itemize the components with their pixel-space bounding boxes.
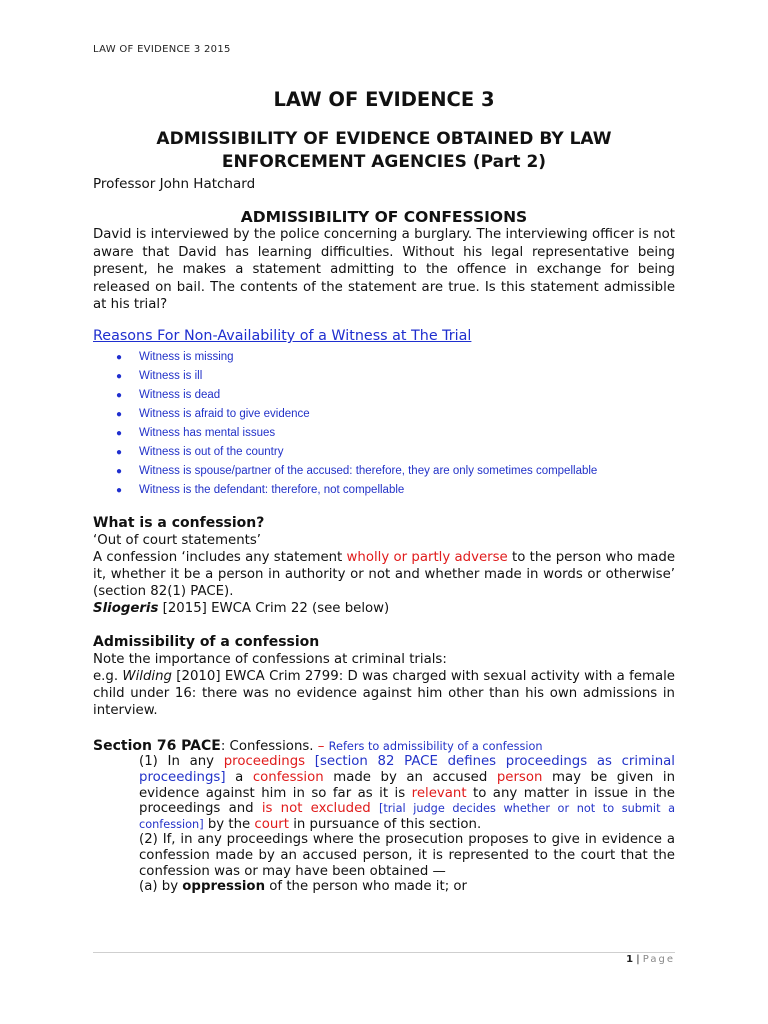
- list-item: [116, 405, 597, 424]
- section76-subsection-2a: [139, 879, 675, 895]
- list-item: [116, 462, 597, 481]
- s1-proceedings: proceedings: [223, 754, 306, 769]
- eg-prefix: e.g.: [93, 669, 123, 684]
- subtitle-line-1: ADMISSIBILITY OF EVIDENCE OBTAINED BY LAW: [156, 129, 612, 149]
- what-is-heading: What is a confession?: [93, 515, 265, 531]
- confession-definition: [93, 549, 675, 600]
- section76-heading-line: [93, 738, 675, 755]
- list-item: [116, 367, 597, 386]
- out-of-court-line: ‘Out of court statements’: [93, 533, 261, 548]
- list-item: [116, 348, 597, 367]
- case-name: Sliogeris: [93, 601, 159, 616]
- s1-text: (1) In any: [139, 754, 224, 769]
- s1-relevant: relevant: [411, 785, 467, 801]
- admissibility-heading: Admissibility of a confession: [93, 634, 320, 650]
- s2a-text: (a) by: [139, 879, 183, 894]
- wilding-example: [93, 668, 675, 719]
- page-separator: |: [633, 954, 643, 965]
- case-cite: [2015] EWCA Crim 22 (see below): [158, 601, 390, 616]
- list-item-text: Witness is spouse/partner of the accused: therefore, they are only sometimes compellable: [139, 465, 598, 477]
- bullet-icon: ●: [116, 352, 123, 363]
- document-title: LAW OF EVIDENCE 3: [273, 88, 495, 111]
- s1-text: by the: [203, 817, 255, 833]
- s1-text: in pursuance of this section.: [288, 817, 482, 833]
- page-word: Page: [642, 954, 675, 965]
- s2a-text-rest: of the person who made it; or: [265, 879, 467, 894]
- definition-text-rest: to the person who made it, whether it be a person in authority or not and whether made in words or otherwise’ (section 82(1) PACE).: [93, 550, 675, 599]
- s1-text: [371, 801, 379, 816]
- section76-dash: –: [317, 739, 329, 754]
- bullet-icon: ●: [116, 466, 123, 477]
- bullet-icon: ●: [116, 409, 123, 420]
- list-item: [116, 386, 597, 405]
- page-footer: [626, 954, 675, 965]
- section76-note: Refers to admissibility of a confession: [328, 740, 543, 753]
- bullet-icon: ●: [116, 390, 123, 401]
- definition-emphasis: wholly or partly adverse: [346, 550, 508, 565]
- list-item: [116, 443, 597, 462]
- list-item-text: Witness is afraid to give evidence: [139, 408, 310, 420]
- eg-text: [2010] EWCA Crim 2799: D was charged with sexual activity with a female child under 16: there was no evidence against him other than his own admissions in interview.: [93, 669, 675, 718]
- section76-subsection-1: [139, 754, 675, 833]
- s1-judge-note: [trial judge decides whether or not to submit a confession]: [139, 802, 675, 832]
- s1-confession: confession: [252, 769, 324, 785]
- s1-not-excluded: is not excluded: [261, 801, 371, 817]
- s1-text: made by an accused: [323, 769, 497, 785]
- list-item-text: Witness is ill: [139, 370, 203, 382]
- s1-bracket-note: [section 82 PACE defines proceedings as criminal proceedings]: [139, 754, 675, 785]
- document-subtitle: [93, 128, 675, 174]
- list-item: [116, 481, 597, 500]
- what-is-section: [93, 515, 675, 617]
- admissibility-section: [93, 634, 675, 719]
- scenario-paragraph: David is interviewed by the police concerning a burglary. The interviewing officer is not aware that David has learning difficulties. Without his legal representative being present, he makes a statement admitting to the offence in exchange for being released on bail. The contents of the statement are true. Is this statement admissible at his trial?: [93, 227, 675, 312]
- bullet-icon: ●: [116, 447, 123, 458]
- s1-text: may be given in evidence against him in so far as it is: [139, 769, 675, 801]
- subtitle-line-2: ENFORCEMENT AGENCIES (Part 2): [221, 152, 547, 172]
- list-item-text: Witness has mental issues: [139, 427, 276, 439]
- s1-text: to any matter in issue in the proceedings and: [139, 785, 675, 817]
- list-item-text: Witness is missing: [139, 351, 234, 363]
- s1-person: person: [496, 769, 543, 785]
- importance-line: Note the importance of confessions at criminal trials:: [93, 652, 447, 667]
- s1-court: court: [254, 817, 289, 833]
- reasons-heading-link[interactable]: Reasons For Non-Availability of a Witness at The Trial: [93, 328, 472, 344]
- s2a-oppression: oppression: [182, 879, 266, 894]
- page-number: 1: [626, 954, 634, 965]
- running-header: LAW OF EVIDENCE 3 2015: [93, 44, 231, 55]
- list-item: [116, 424, 597, 443]
- definition-text: A confession ‘includes any statement: [93, 550, 347, 565]
- s1-text: a: [225, 769, 253, 785]
- section76-heading-rest: : Confessions.: [220, 739, 318, 754]
- section76-heading: Section 76 PACE: [93, 738, 221, 754]
- bullet-icon: ●: [116, 485, 123, 496]
- list-item-text: Witness is out of the country: [139, 446, 284, 458]
- confessions-heading: ADMISSIBILITY OF CONFESSIONS: [240, 208, 528, 226]
- eg-case-name: Wilding: [122, 669, 172, 684]
- bullet-icon: ●: [116, 371, 123, 382]
- list-item-text: Witness is the defendant: therefore, not compellable: [139, 484, 405, 496]
- list-item-text: Witness is dead: [139, 389, 221, 401]
- reasons-list: [116, 348, 597, 500]
- bullet-icon: ●: [116, 428, 123, 439]
- author: Professor John Hatchard: [93, 176, 256, 192]
- section76-subsection-2: (2) If, in any proceedings where the prosecution proposes to give in evidence a confession made by an accused person, it is represented to the court that the confession was or may have been obtained —: [139, 832, 675, 879]
- case-citation: [93, 600, 675, 617]
- footer-divider: [93, 952, 675, 953]
